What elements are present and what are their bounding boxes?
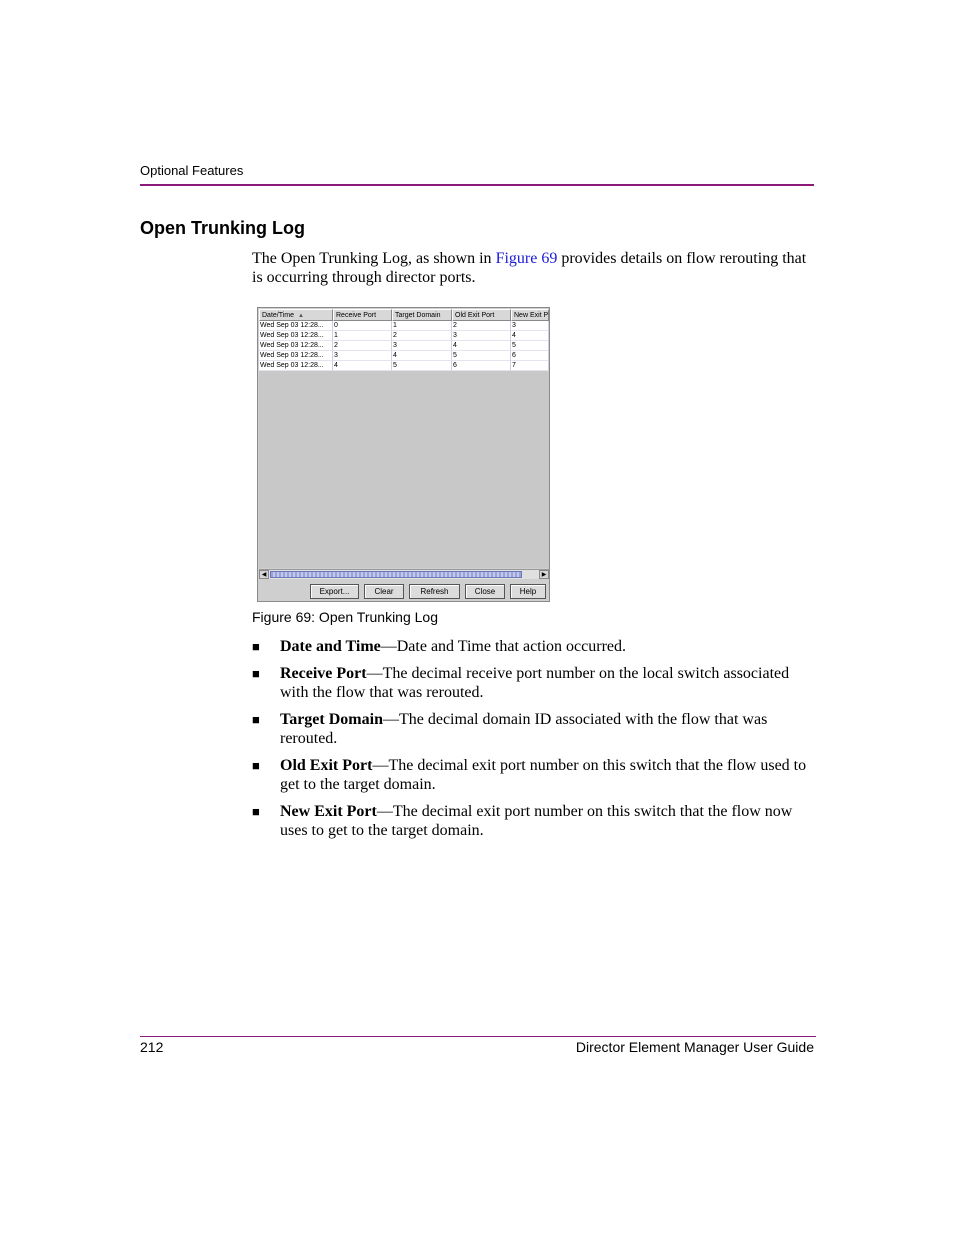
cell-target-domain: 3 (392, 341, 452, 351)
bullet-description: —The decimal domain ID associated with the flow that was rerouted. (280, 711, 768, 747)
page-number: 212 (140, 1039, 164, 1055)
list-item (252, 637, 816, 656)
cell-old-exit-port: 5 (452, 351, 511, 361)
bullet-term: Date and Time (280, 638, 381, 655)
section-title: Open Trunking Log (140, 218, 305, 238)
intro-text-after: provides details on flow rerouting that is occurring through director ports. (252, 250, 807, 286)
clear-button[interactable]: Clear (364, 584, 404, 599)
figure-caption: Figure 69: Open Trunking Log (252, 609, 439, 625)
cell-receive-port: 3 (333, 351, 392, 361)
footer-rule (140, 1036, 816, 1037)
cell-receive-port: 4 (333, 361, 392, 371)
cell-receive-port: 1 (333, 331, 392, 341)
cell-target-domain: 4 (392, 351, 452, 361)
close-button[interactable]: Close (465, 584, 505, 599)
bullet-square-icon: ■ (252, 639, 260, 654)
table-row[interactable] (259, 361, 549, 371)
bullet-term: New Exit Port (280, 803, 377, 820)
cell-old-exit-port: 4 (452, 341, 511, 351)
help-button[interactable]: Help (510, 584, 546, 599)
cell-old-exit-port: 3 (452, 331, 511, 341)
table-header (259, 309, 549, 321)
horizontal-scrollbar[interactable] (259, 569, 549, 579)
bullet-square-icon: ■ (252, 712, 260, 727)
cell-old-exit-port: 6 (452, 361, 511, 371)
cell-receive-port: 2 (333, 341, 392, 351)
cell-new-exit-port: 5 (511, 341, 549, 351)
list-item (252, 802, 816, 840)
cell-date-time: Wed Sep 03 12:28... (259, 321, 333, 331)
bullet-description: —The decimal exit port number on this switch that the flow used to get to the target domain. (280, 757, 807, 793)
column-header-target-domain[interactable]: Target Domain (392, 309, 452, 321)
list-item (252, 756, 816, 794)
bullet-square-icon: ■ (252, 758, 260, 773)
cell-target-domain: 1 (392, 321, 452, 331)
cell-new-exit-port: 7 (511, 361, 549, 371)
list-item (252, 664, 816, 702)
table-row[interactable] (259, 321, 549, 331)
intro-paragraph (252, 249, 816, 287)
column-header-receive-port[interactable]: Receive Port (333, 309, 392, 321)
scrollbar-thumb[interactable] (270, 571, 522, 578)
cell-old-exit-port: 2 (452, 321, 511, 331)
cell-new-exit-port: 6 (511, 351, 549, 361)
refresh-button[interactable]: Refresh (409, 584, 460, 599)
cell-date-time: Wed Sep 03 12:28... (259, 351, 333, 361)
cell-target-domain: 5 (392, 361, 452, 371)
column-header-old-exit-port[interactable]: Old Exit Port (452, 309, 511, 321)
sort-ascending-icon: ▲ (298, 313, 304, 319)
cell-receive-port: 0 (333, 321, 392, 331)
bullet-description: —The decimal exit port number on this switch that the flow now uses to get to the target domain. (280, 803, 793, 839)
cell-new-exit-port: 3 (511, 321, 549, 331)
figure-link[interactable]: Figure 69 (495, 250, 558, 267)
scroll-left-icon[interactable]: ◀ (259, 570, 269, 579)
cell-date-time: Wed Sep 03 12:28... (259, 331, 333, 341)
bullet-square-icon: ■ (252, 666, 260, 681)
open-trunking-log-screenshot (257, 307, 550, 602)
column-header-date-time[interactable]: Date/Time ▲ (259, 309, 333, 321)
table-row[interactable] (259, 331, 549, 341)
export-button[interactable]: Export... (310, 584, 359, 599)
cell-date-time: Wed Sep 03 12:28... (259, 341, 333, 351)
list-item (252, 710, 816, 748)
table-row[interactable] (259, 341, 549, 351)
bullet-description: —The decimal receive port number on the local switch associated with the flow that was rerouted. (280, 665, 790, 701)
cell-target-domain: 2 (392, 331, 452, 341)
bullet-description: —Date and Time that action occurred. (380, 638, 627, 655)
bullet-term: Old Exit Port (280, 757, 373, 774)
field-description-list (252, 637, 816, 848)
cell-new-exit-port: 4 (511, 331, 549, 341)
book-title: Director Element Manager User Guide (575, 1039, 814, 1055)
log-table (259, 309, 549, 568)
scroll-right-icon[interactable]: ▶ (539, 570, 549, 579)
bullet-term: Target Domain (280, 711, 383, 728)
button-bar (258, 582, 549, 602)
table-row[interactable] (259, 351, 549, 361)
cell-date-time: Wed Sep 03 12:28... (259, 361, 333, 371)
header-rule (140, 184, 814, 186)
bullet-square-icon: ■ (252, 804, 260, 819)
running-head: Optional Features (140, 163, 244, 178)
column-header-new-exit-port[interactable]: New Exit P (511, 309, 549, 321)
intro-text-before: The Open Trunking Log, as shown in (252, 250, 496, 267)
bullet-term: Receive Port (280, 665, 367, 682)
